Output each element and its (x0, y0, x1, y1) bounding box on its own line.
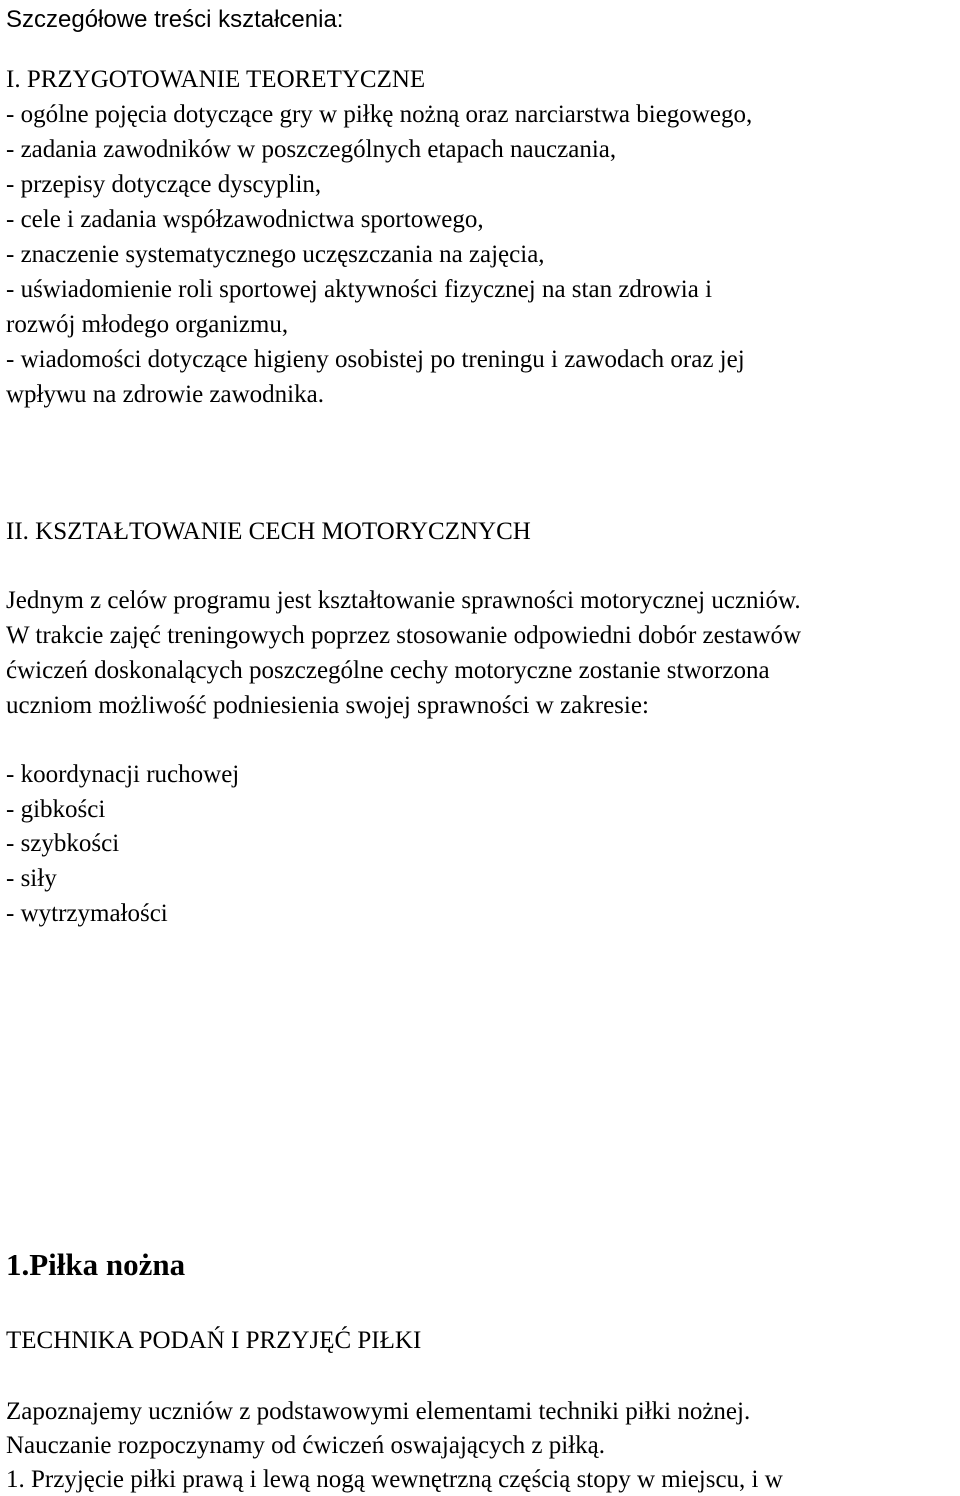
section-2-paragraph-line: Jednym z celów programu jest kształtowanie sprawności motorycznej uczniów. (6, 587, 801, 614)
motor-skill-item: - szybkości (6, 830, 120, 857)
section-1-line: - znaczenie systematycznego uczęszczania na zajęcia, (6, 241, 545, 268)
section-1-line: - uświadomienie roli sportowej aktywności fizycznej na stan zdrowia i (6, 276, 713, 303)
section-1-heading: I. PRZYGOTOWANIE TEORETYCZNE (6, 66, 426, 93)
section-1-line: - zadania zawodników w poszczególnych etapach nauczania, (6, 136, 617, 163)
section-3-paragraph-line: Nauczanie rozpoczynamy od ćwiczeń oswajających z piłką. (6, 1432, 606, 1459)
section-2-paragraph-line: uczniom możliwość podniesienia swojej sprawności w zakresie: (6, 692, 649, 719)
section-2-paragraph-line: ćwiczeń doskonalących poszczególne cechy motoryczne zostanie stworzona (6, 657, 770, 684)
section-1-line: - wiadomości dotyczące higieny osobistej po treningu i zawodach oraz jej (6, 346, 745, 373)
motor-skill-item: - koordynacji ruchowej (6, 761, 240, 788)
page-title: Szczegółowe treści kształcenia: (6, 6, 344, 33)
section-1-line: - ogólne pojęcia dotyczące gry w piłkę nożną oraz narciarstwa biegowego, (6, 101, 753, 128)
section-1-line: wpływu na zdrowie zawodnika. (6, 381, 324, 408)
section-2-paragraph-line: W trakcie zajęć treningowych poprzez stosowanie odpowiedni dobór zestawów (6, 622, 802, 649)
section-1-line: - cele i zadania współzawodnictwa sportowego, (6, 206, 484, 233)
section-3-subheading: TECHNIKA PODAŃ I PRZYJĘĆ PIŁKI (6, 1327, 422, 1354)
section-3-paragraph-line: 1. Przyjęcie piłki prawą i lewą nogą wewnętrzną częścią stopy w miejscu, i w (6, 1466, 783, 1493)
motor-skill-item: - gibkości (6, 796, 106, 823)
section-2-heading: II. KSZTAŁTOWANIE CECH MOTORYCZNYCH (6, 518, 531, 545)
section-1-line: rozwój młodego organizmu, (6, 311, 289, 338)
motor-skill-item: - wytrzymałości (6, 900, 168, 927)
section-3-paragraph-line: Zapoznajemy uczniów z podstawowymi elementami techniki piłki nożnej. (6, 1398, 751, 1425)
section-3-heading: 1.Piłka nożna (6, 1247, 186, 1282)
motor-skill-item: - siły (6, 865, 57, 892)
section-1-line: - przepisy dotyczące dyscyplin, (6, 171, 322, 198)
